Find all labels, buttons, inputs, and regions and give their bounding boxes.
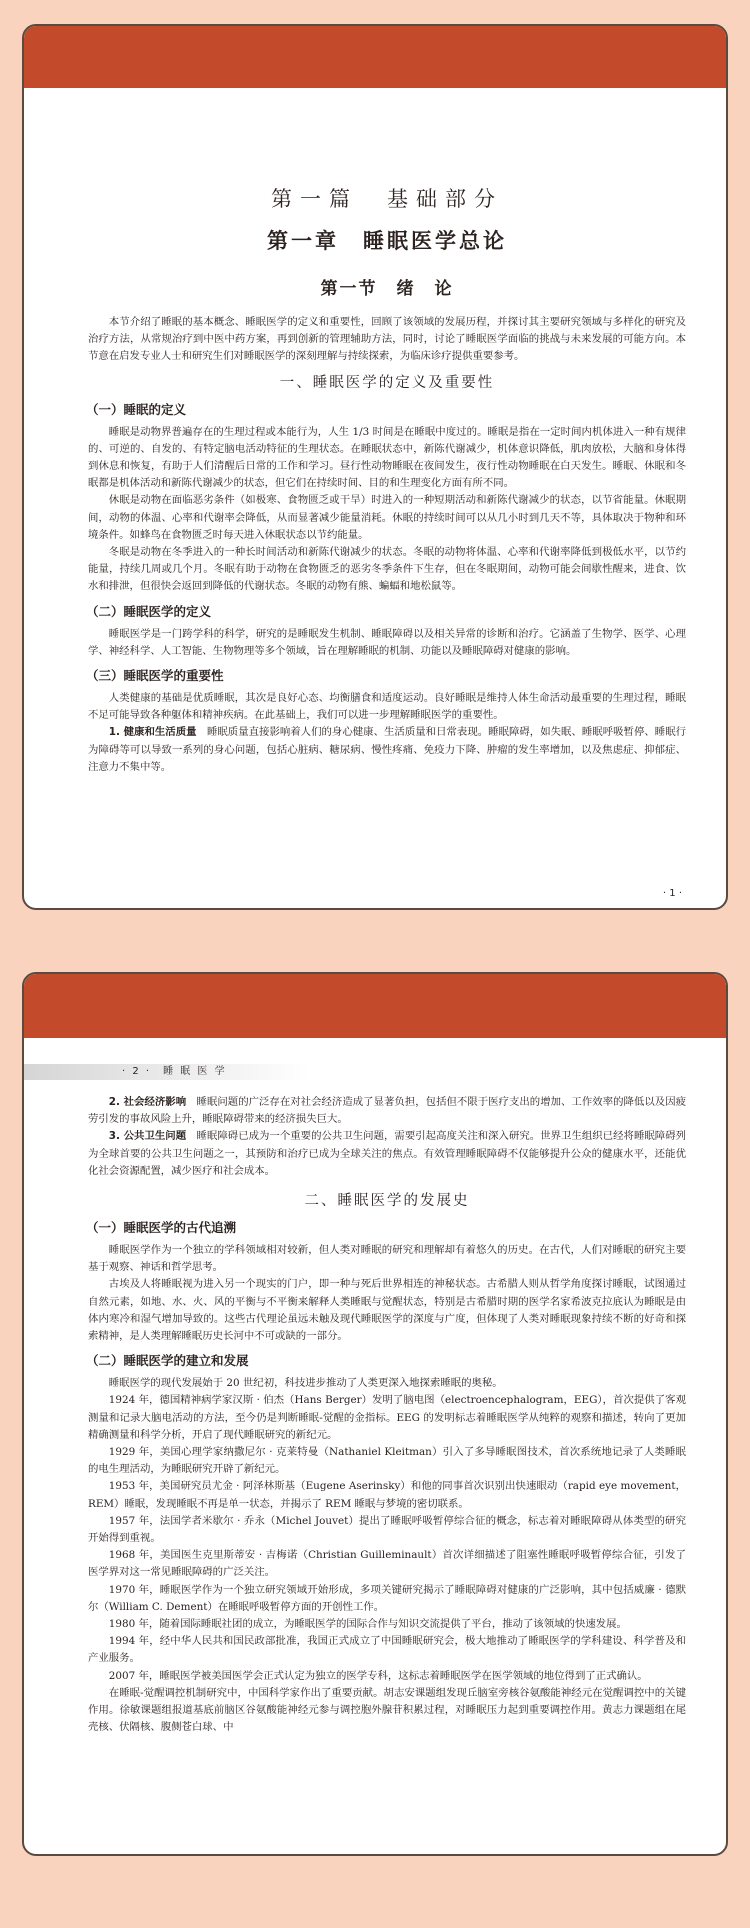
paragraph: 休眠是动物在面临恶劣条件（如极寒、食物匮乏或干旱）时进入的一种短期活动和新陈代谢减少的状态，以节省能量。休眠期间，动物的体温、心率和代谢率会降低，从而显著减少能量消耗。休眠的持续时间可以从几小时到几天不等，具体取决于物种和环境条件。如蜂鸟在食物匮乏时每天进入休眠状态以节约能量。	[88, 494, 686, 541]
subheading-importance: （三）睡眠医学的重要性	[86, 668, 224, 684]
page-header-band	[24, 974, 726, 1038]
subheading-sleep-definition: （一）睡眠的定义	[86, 401, 187, 417]
paragraph: 睡眠医学作为一个独立的学科领域相对较新，但人类对睡眠的研究和理解却有着悠久的历史。在古代，人们对睡眠的研究主要基于观察、神话和哲学思考。	[88, 1244, 686, 1274]
list-item	[88, 1094, 686, 1128]
intro-paragraph: 本节介绍了睡眠的基本概念、睡眠医学的定义和重要性，回顾了该领域的发展历程，并探讨其主要研究领域与多样化的研究及治疗方法，从常规治疗到中医中药方案，再到创新的管理辅助方法，同时，讨论了睡眠医学面临的挑战与未来发展的可能方向。本节意在启发专业人士和研究生们对睡眠医学的深刻理解与持续探索，为临床诊疗提供重要参考。	[88, 316, 686, 363]
page-number: · 1 ·	[662, 888, 682, 899]
list-item-text: 睡眠质量直接影响着人们的身心健康、生活质量和日常表现。睡眠障碍，如失眠、睡眠呼吸暂停、睡眠行为障碍等可以导致一系列的身心问题，包括心脏病、糖尿病、慢性疼痛、免疫力下降、肿瘤的发生率增加，以及焦虑症、抑郁症、注意力不集中等。	[88, 726, 687, 773]
list-item-lead: 1. 健康和生活质量	[108, 726, 197, 739]
page-1	[22, 24, 728, 910]
list-item-lead: 2. 社会经济影响	[108, 1096, 187, 1108]
paragraph: 冬眠是动物在冬季进入的一种长时间活动和新陈代谢减少的状态。冬眠的动物将体温、心率和代谢率降低到极低水平，以节约能量，持续几周或几个月。冬眠有助于动物在食物匮乏的恶劣冬季条件下生存，但在冬眠期间，动物可能会间歇性醒来，进食、饮水和排泄，但很快会返回到降低的代谢状态。冬眠的动物有熊、蝙蝠和地松鼠等。	[88, 546, 686, 593]
paragraph: 睡眠是动物界普遍存在的生理过程或本能行为，人生 1/3 时间是在睡眠中度过的。睡眠是指在一定时间内机体进入一种有规律的、可逆的、自发的、有特定脑电活动特征的生理状态。在睡眠状态中，新陈代谢减少，机体意识降低，肌肉放松，大脑和身体得到休息和恢复，有助于人们清醒后日常的工作和学习。昼行性动物睡眠在夜间发生，夜行性动物睡眠在白天发生。睡眠、休眠和冬眠都是机体活动和新陈代谢减少的状态，但它们在持续时间、目的和生理变化方面有所不同。	[88, 425, 686, 490]
paragraph: 2007 年，睡眠医学被美国医学会正式认定为独立的医学专科，这标志着睡眠医学在医学领域的地位得到了正式确认。	[108, 1669, 648, 1682]
chapter-title: 第一章 睡眠医学总论	[267, 228, 507, 253]
page-1-body	[24, 184, 726, 776]
list-item	[88, 1128, 686, 1180]
paragraph: 1970 年，睡眠医学作为一个独立研究领域开始形成，多项关键研究揭示了睡眠障碍对健康的广泛影响，其中包括威廉 · 德默尔（William C. Dement）在睡眠呼吸暂停方面的开创性工作。	[88, 1583, 686, 1613]
paragraph: 1968 年，美国医生克里斯蒂安 · 吉梅诺（Christian Guilleminault）首次详细描述了阻塞性睡眠呼吸暂停综合征，引发了医学界对这一常见睡眠障碍的广泛关注。	[88, 1549, 686, 1579]
list-item	[88, 724, 686, 776]
list-item-lead: 3. 公共卫生问题	[108, 1130, 187, 1143]
page-2	[22, 972, 728, 1856]
paragraph: 1994 年，经中华人民共和国民政部批准，我国正式成立了中国睡眠研究会，极大地推动了睡眠医学的学科建设、科学普及和产业服务。	[88, 1635, 686, 1665]
page-2-body	[24, 1064, 726, 1737]
paragraph: 1957 年，法国学者米歇尔 · 乔永（Michel Jouvet）提出了睡眠呼吸暂停综合征的概念，标志着对睡眠障碍从体类型的研究开始得到重视。	[88, 1514, 686, 1545]
paragraph: 在睡眠-觉醒调控机制研究中，中国科学家作出了重要贡献。胡志安课题组发现丘脑室旁核谷氨酸能神经元在觉醒调控中的关键作用。徐敏课题组报道基底前脑区谷氨酸能神经元参与调控胞外腺苷积累过程，对睡眠压力起到重要调控作用。黄志力课题组在尾壳核、伏隔核、腹侧苍白球、中	[88, 1686, 686, 1734]
subheading-ancient: （一）睡眠医学的古代追溯	[86, 1220, 237, 1236]
page-header-band	[24, 26, 726, 88]
section-title: 第一节 绪 论	[320, 279, 454, 299]
heading-history: 二、睡眠医学的发展史	[304, 1193, 470, 1210]
subheading-establishment: （二）睡眠医学的建立和发展	[86, 1353, 249, 1369]
paragraph: 人类健康的基础是优质睡眠，其次是良好心态、均衡膳食和适度运动。良好睡眠是维持人体生命活动最重要的生理过程，睡眠不足可能导致各种躯体和精神疾病。在此基础上，我们可以进一步理解睡眠医学的重要性。	[88, 692, 686, 722]
paragraph: 1953 年，美国研究员尤金 · 阿泽林斯基（Eugene Aserinsky）和他的同事首次识别出快速眼动（rapid eye movement，REM）睡眠，发现睡眠不再是单一状态，并揭示了 REM 睡眠与梦境的密切联系。	[88, 1480, 686, 1510]
paragraph: 1980 年，随着国际睡眠社团的成立，为睡眠医学的国际合作与知识交流提供了平台，推动了该领域的快速发展。	[108, 1618, 627, 1631]
paragraph: 睡眠医学的现代发展始于 20 世纪初，科技进步推动了人类更深入地探索睡眠的奥秘。	[108, 1377, 503, 1390]
part-title: 第一篇 基础部分	[271, 187, 503, 211]
paragraph: 古埃及人将睡眠视为进入另一个现实的门户，即一种与死后世界相连的神秘状态。古希腊人则从哲学角度探讨睡眠，试图通过自然元素，如地、水、火、风的平衡与不平衡来解释人类睡眠与觉醒状态，特别是古希腊时期的医学名家希波克拉底认为睡眠是由体内寒冷和湿气增加导致的。这些古代理论虽远未触及现代睡眠医学的深度与广度，但体现了人类对睡眠现象持续不断的好奇和探索精神，是人类理解睡眠历史长河中不可或缺的一部分。	[88, 1278, 686, 1343]
paragraph: 睡眠医学是一门跨学科的科学，研究的是睡眠发生机制、睡眠障碍以及相关异常的诊断和治疗。它涵盖了生物学、医学、心理学、神经科学、人工智能、生物物理等多个领域，旨在理解睡眠的机制、功能以及睡眠障碍对健康的影响。	[88, 627, 686, 657]
running-head: · 2 · 睡 眠 医 学	[24, 1064, 310, 1080]
heading-definition-importance: 一、睡眠医学的定义及重要性	[279, 374, 495, 391]
list-item-text: 睡眠障碍已成为一个重要的公共卫生问题，需要引起高度关注和深入研究。世界卫生组织已经将睡眠障碍列为全球首要的公共卫生问题之一，其预防和治疗已成为全球关注的焦点。有效管理睡眠障碍不仅能够提升公众的健康水平，还能优化社会资源配置，减少医疗和社会成本。	[88, 1130, 687, 1177]
list-item-text: 睡眠问题的广泛存在对社会经济造成了显著负担，包括但不限于医疗支出的增加、工作效率的降低以及因疲劳引发的事故风险上升，睡眠障碍带来的经济损失巨大。	[88, 1096, 687, 1126]
paragraph: 1924 年，德国精神病学家汉斯 · 伯杰（Hans Berger）发明了脑电图（electroencephalogram，EEG），首次提供了客观测量和记录大脑电活动的方法，至今仍是判断睡眠-觉醒的金指标。EEG 的发明标志着睡眠医学从纯粹的观察和描述，转向了更加精确测量和科学分析，开启了现代睡眠研究的新纪元。	[88, 1394, 686, 1441]
subheading-sleep-medicine-definition: （二）睡眠医学的定义	[86, 603, 212, 619]
paragraph: 1929 年，美国心理学家纳撒尼尔 · 克莱特曼（Nathaniel Kleitman）引入了多导睡眠图技术，首次系统地记录了人类睡眠的电生理活动，为睡眠研究开辟了新纪元。	[88, 1446, 686, 1476]
